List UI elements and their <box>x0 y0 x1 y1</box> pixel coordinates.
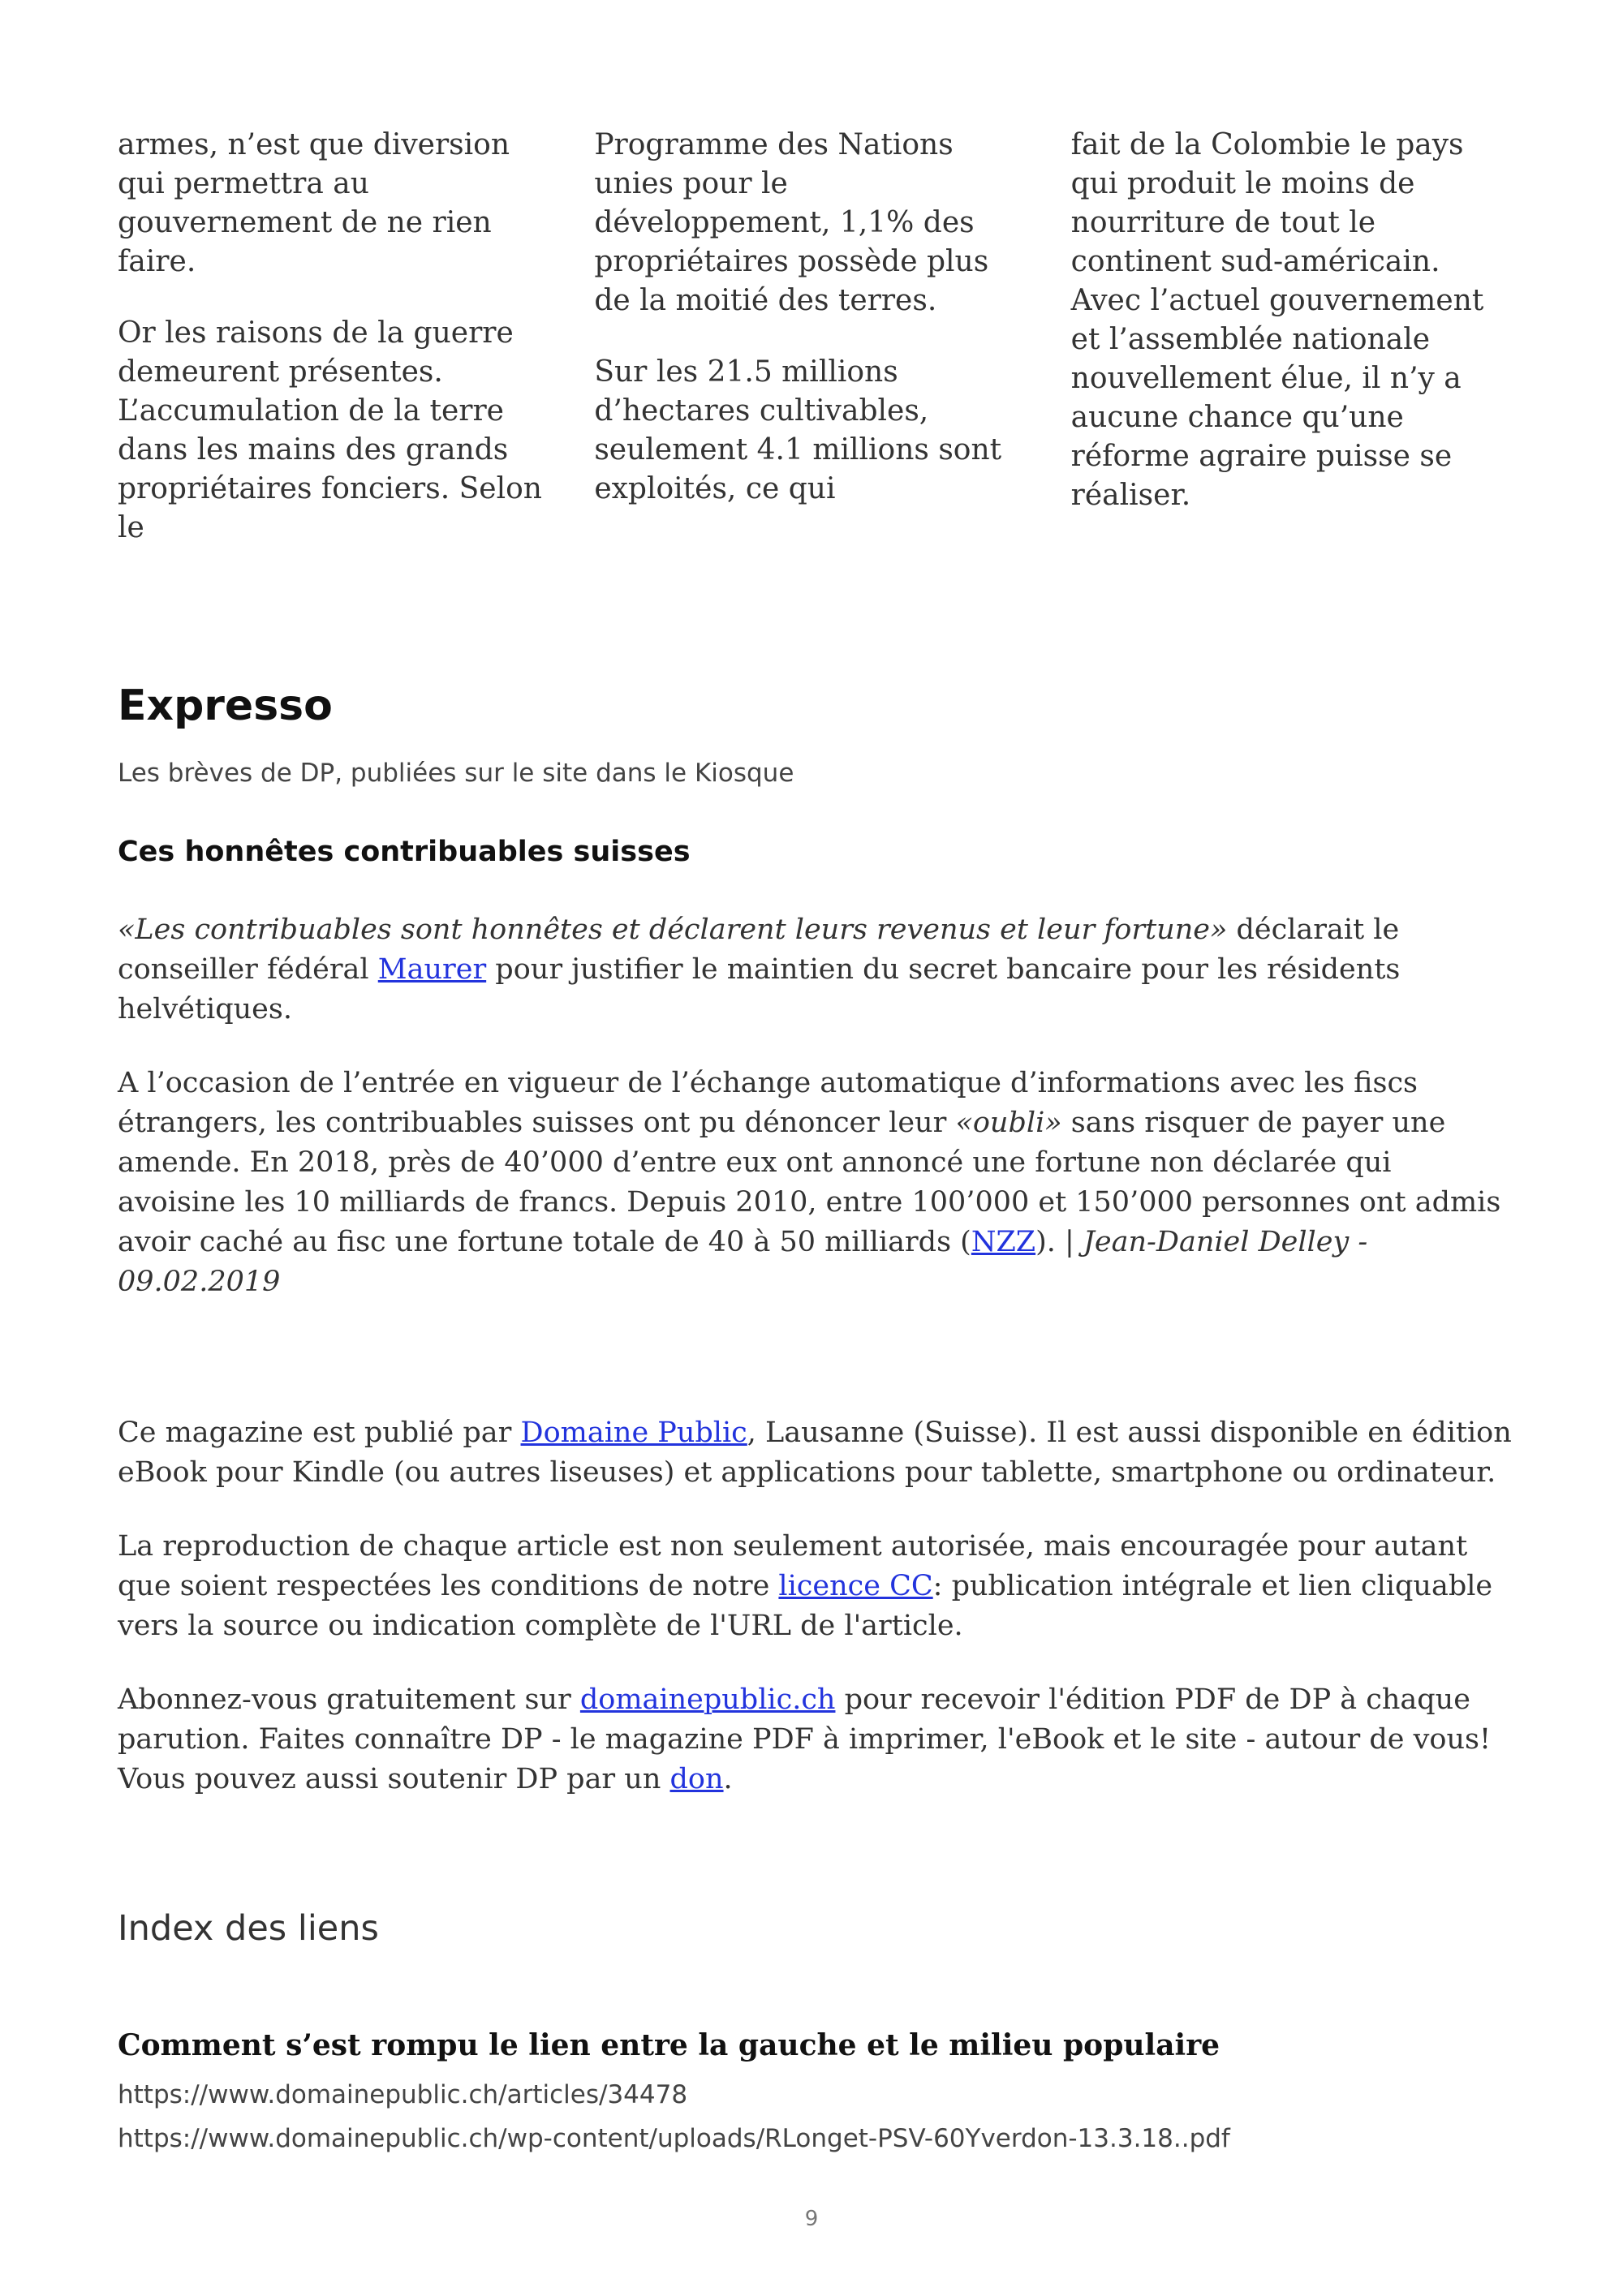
don-link[interactable]: don <box>669 1763 724 1795</box>
oubli-quote: «oubli» <box>955 1107 1062 1139</box>
column-2-paragraph-2: Sur les 21.5 millions d’hectares cultivables, seulement 4.1 millions sont exploités, ce qui <box>594 355 1002 505</box>
index-link-title: Comment s’est rompu le lien entre la gauche et le milieu populaire <box>118 2028 1220 2062</box>
footer-text: , Lausanne (Suisse). Il est aussi disponible en édition eBook pour Kindle (ou autres liseuses) et applications pour tablette, smartphone ou ordinateur. <box>118 1417 1512 1489</box>
expresso-subtitle: Les brèves de DP, publiées sur le site dans le Kiosque <box>118 759 794 788</box>
footer-text: pour recevoir l'édition PDF de DP à chaque parution. Faites connaître DP - le magazine PDF à imprimer, l'eBook et le site - autour de vous! Vous pouvez aussi soutenir DP par un <box>118 1683 1492 1795</box>
footer-text: . <box>723 1763 733 1795</box>
column-3 <box>1071 126 1505 580</box>
brief-text: sans risquer de payer une amende. En 2018, près de 40’000 d’entre eux ont annoncé une fortune non déclarée qui avoisine les 10 milliards de francs. Depuis 2010, entre 100’000 et 150’000 personnes ont admis avoir caché au fisc une fortune totale de 40 à 50 milliards ( <box>118 1107 1501 1258</box>
index-urls <box>118 2073 1230 2161</box>
domainepublic-link[interactable]: domainepublic.ch <box>579 1683 836 1716</box>
magazine-footer <box>118 1413 1513 1834</box>
index-title: Index des liens <box>118 1908 379 1949</box>
brief-body <box>118 910 1513 1336</box>
brief-text: A l’occasion de l’entrée en vigueur de l’échange automatique d’informations avec les fiscs étrangers, les contribuables suisses ont pu dénoncer leur <box>118 1067 1419 1139</box>
maurer-link[interactable]: Maurer <box>377 953 487 986</box>
page-number: 9 <box>804 2207 819 2231</box>
expresso-title: Expresso <box>118 681 333 730</box>
brief-paragraph-1 <box>118 910 1513 1030</box>
footer-paragraph-2 <box>118 1527 1513 1646</box>
column-1-paragraph-2: Or les raisons de la guerre demeurent présentes. L’accumulation de la terre dans les mains des grands propriétaires fonciers. Selon le <box>118 316 542 544</box>
column-3-paragraph-1: fait de la Colombie le pays qui produit le moins de nourriture de tout le continent sud-américain. Avec l’actuel gouvernement et l’assemblée nationale nouvellement élue, il n’y a aucune chance qu’une réforme agraire puisse se réaliser. <box>1070 128 1484 512</box>
domaine-public-link[interactable]: Domaine Public <box>520 1417 747 1449</box>
article-columns <box>118 126 1505 580</box>
column-2 <box>594 126 1028 580</box>
footer-text: Abonnez-vous gratuitement sur <box>118 1683 580 1716</box>
column-2-paragraph-1: Programme des Nations unies pour le développement, 1,1% des propriétaires possède plus de la moitié des terres. <box>594 128 989 317</box>
brief-text: ). | <box>1035 1226 1083 1258</box>
footer-text: La reproduction de chaque article est non seulement autorisée, mais encouragée pour autant que soient respectées les conditions de notre <box>118 1530 1468 1602</box>
index-url-2: https://www.domainepublic.ch/wp-content/uploads/RLonget-PSV-60Yverdon-13.3.18..pdf <box>118 2124 1230 2153</box>
brief-quote: «Les contribuables sont honnêtes et déclarent leurs revenus et leur fortune» <box>118 914 1228 946</box>
brief-title: Ces honnêtes contribuables suisses <box>118 836 691 868</box>
footer-paragraph-3 <box>118 1680 1513 1799</box>
brief-author: Jean-Daniel Delley - 09.02.2019 <box>118 1226 1368 1298</box>
brief-paragraph-2 <box>118 1064 1513 1302</box>
brief-text: pour justifier le maintien du secret bancaire pour les résidents helvétiques. <box>118 953 1401 1025</box>
nzz-link[interactable]: NZZ <box>971 1226 1036 1258</box>
brief-text: déclarait le conseiller fédéral <box>118 914 1400 986</box>
licence-cc-link[interactable]: licence CC <box>778 1570 933 1602</box>
column-1-paragraph-1: armes, n’est que diversion qui permettra au gouvernement de ne rien faire. <box>118 128 510 278</box>
index-url-1: https://www.domainepublic.ch/articles/34478 <box>118 2080 688 2109</box>
footer-text: Ce magazine est publié par <box>118 1417 521 1449</box>
footer-text: : publication intégrale et lien cliquable vers la source ou indication complète de l'URL de l'article. <box>118 1570 1493 1642</box>
column-1 <box>118 126 552 580</box>
footer-paragraph-1 <box>118 1413 1513 1493</box>
